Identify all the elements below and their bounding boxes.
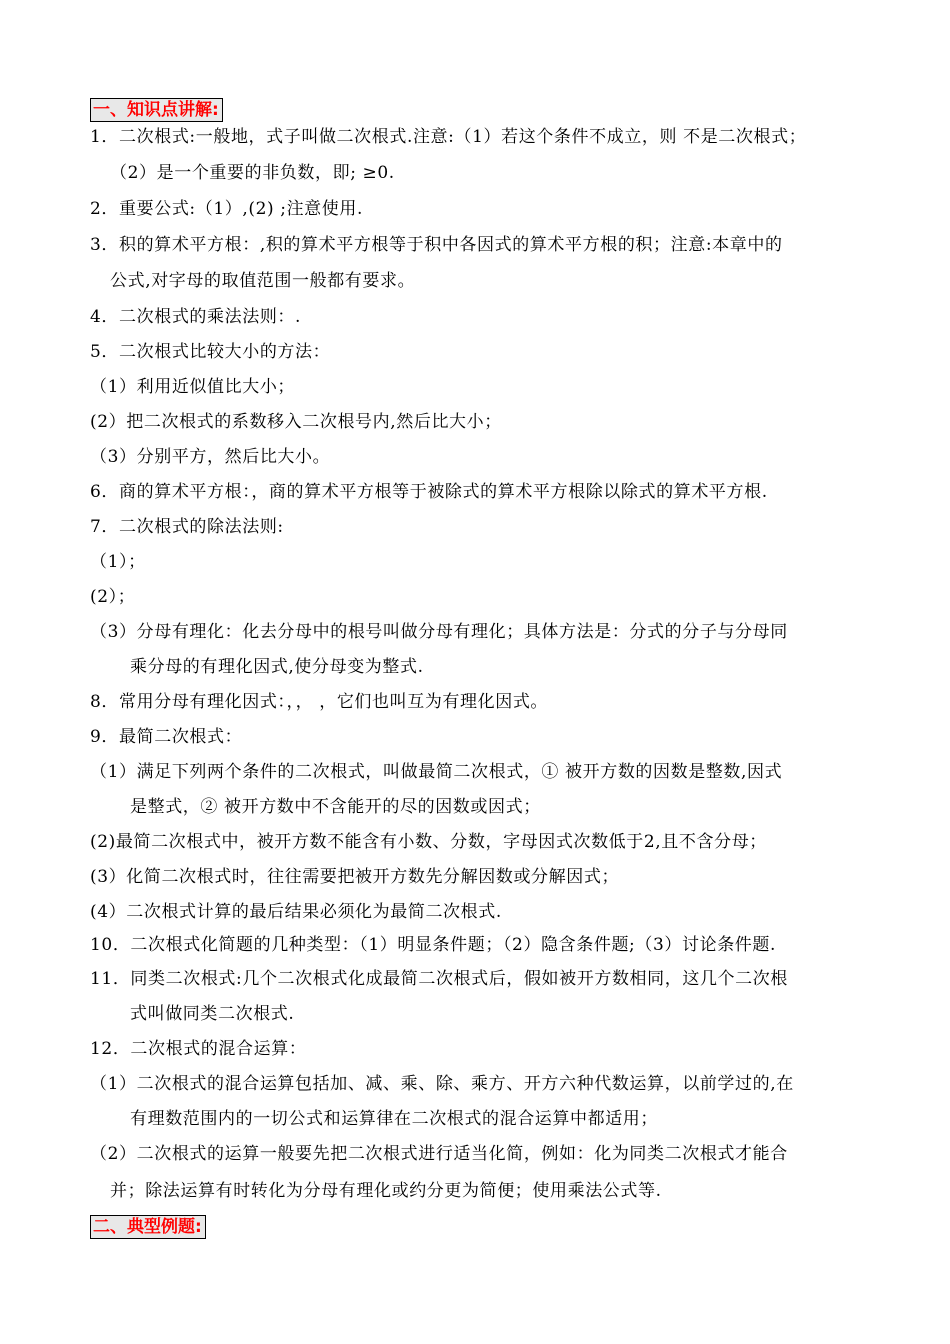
text-line: （3）分母有理化：化去分母中的根号叫做分母有理化；具体方法是：分式的分子与分母同 [90, 622, 788, 642]
text-line: 式叫做同类二次根式. [130, 1004, 295, 1024]
text-line: (2）把二次根式的系数移入二次根号内,然后比大小； [90, 412, 502, 432]
text-line: 10．二次根式化简题的几种类型：（1）明显条件题；（2）隐含条件题;（3）讨论条件题. [90, 935, 777, 955]
text-line: (3）化简二次根式时，往往需要把被开方数先分解因数或分解因式； [90, 867, 620, 887]
text-line: （1）二次根式的混合运算包括加、减、乘、除、乘方、开方六种代数运算，以前学过的,在 [90, 1074, 794, 1094]
text-line: 5．二次根式比较大小的方法： [90, 342, 331, 362]
text-line: （1）； [90, 552, 146, 572]
text-line: 有理数范围内的一切公式和运算律在二次根式的混合运算中都适用； [130, 1109, 658, 1129]
text-line: 并；除法运算有时转化为分母有理化或约分更为简便；使用乘法公式等. [110, 1181, 662, 1201]
section-heading-examples: 二、典型例题: [90, 1215, 206, 1239]
text-line: 9．最简二次根式： [90, 727, 243, 747]
text-line: （2）是一个重要的非负数，即; ≥0. [110, 163, 395, 183]
text-line: (4）二次根式计算的最后结果必须化为最简二次根式. [90, 902, 502, 922]
text-line: 11．同类二次根式:几个二次根式化成最简二次根式后，假如被开方数相同，这几个二次根 [90, 969, 788, 989]
text-line: 1．二次根式:一般地，式子叫做二次根式.注意:（1）若这个条件不成立，则 不是二次根式； [90, 127, 807, 147]
text-line: （1）满足下列两个条件的二次根式，叫做最简二次根式，① 被开方数的因数是整数,因式 [90, 762, 783, 782]
text-line: 2．重要公式:（1）,(2) ;注意使用. [90, 199, 363, 219]
text-line: 7．二次根式的除法法则: [90, 517, 284, 537]
text-line: 8．常用分母有理化因式：，， ，它们也叫互为有理化因式。 [90, 692, 549, 712]
text-line: 6．商的算术平方根：，商的算术平方根等于被除式的算术平方根除以除式的算术平方根. [90, 482, 768, 502]
section-heading-knowledge: 一、知识点讲解: [90, 98, 223, 122]
text-line: (2）； [90, 587, 136, 607]
text-line: （2）二次根式的运算一般要先把二次根式进行适当化简，例如：化为同类二次根式才能合 [90, 1144, 788, 1164]
text-line: 公式,对字母的取值范围一般都有要求。 [110, 271, 416, 291]
text-line: （1）利用近似值比大小； [90, 377, 296, 397]
text-line: 12．二次根式的混合运算： [90, 1039, 307, 1059]
text-line: 乘分母的有理化因式,使分母变为整式. [130, 657, 424, 677]
text-line: （3）分别平方，然后比大小。 [90, 447, 331, 467]
text-line: (2)最简二次根式中，被开方数不能含有小数、分数，字母因式次数低于2,且不含分母； [90, 832, 767, 852]
text-line: 3．积的算术平方根：,积的算术平方根等于积中各因式的算术平方根的积；注意:本章中的 [90, 235, 783, 255]
text-line: 是整式，② 被开方数中不含能开的尽的因数或因式； [130, 797, 541, 817]
text-line: 4．二次根式的乘法法则：. [90, 307, 302, 327]
